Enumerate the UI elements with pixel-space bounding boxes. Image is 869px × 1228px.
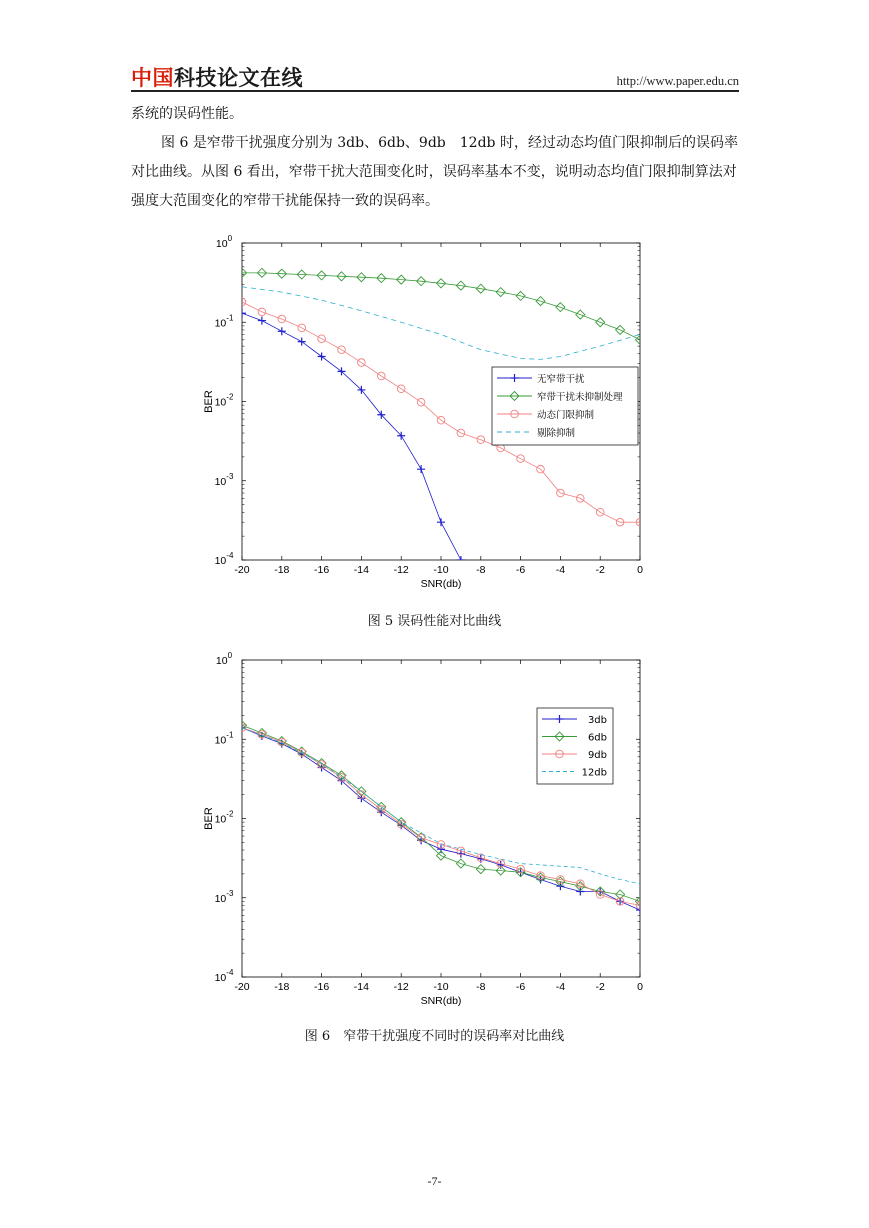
x-tick-label: -8: [476, 981, 486, 993]
paragraph-2: 图 6 是窄带干扰强度分别为 3db、6db、9db 12db 时，经过动态均值门限抑制后的误码率对比曲线。从图 6 看出，窄带干扰大范围变化时，误码率基本不变，说明动态均值门限抑制算法对强度大范围变化的窄带干扰能保持一致的误码率。: [131, 135, 738, 209]
y-tick-label: $10^{-4}$: [214, 968, 234, 984]
logo-red-text: 中国: [131, 66, 174, 90]
header-divider: [131, 90, 739, 92]
x-tick-label: -14: [353, 564, 369, 576]
x-tick-label: -6: [515, 564, 526, 576]
legend-label-1: 6db: [587, 732, 607, 744]
page-number: -7-: [427, 1174, 442, 1188]
plot-frame: [242, 660, 640, 977]
figure-6-chart: [185, 645, 665, 1023]
y-tick-label: $10^{-3}$: [214, 888, 234, 905]
paragraph-1: 系统的误码性能。: [131, 106, 243, 122]
x-tick-label: -20: [234, 564, 250, 576]
x-tick-label: -4: [555, 564, 566, 576]
x-tick-label: -12: [393, 981, 409, 993]
y-tick-label: $10^0$: [215, 651, 233, 667]
x-axis-label: SNR(db): [420, 578, 462, 590]
y-tick-label: $10^{-1}$: [214, 313, 234, 330]
y-tick-label: $10^{-4}$: [214, 551, 234, 567]
y-tick-label: $10^{-1}$: [214, 730, 234, 747]
x-tick-label: -14: [353, 981, 369, 993]
x-tick-label: -20: [234, 981, 250, 993]
y-axis-label: BER: [203, 807, 215, 830]
y-tick-label: $10^{-2}$: [214, 809, 234, 826]
y-axis-label: BER: [203, 390, 215, 413]
y-tick-label: $10^{-2}$: [214, 392, 234, 409]
x-tick-label: -18: [274, 564, 290, 576]
x-tick-label: 0: [637, 564, 643, 576]
figure-6-caption: 图 6 窄带干扰强度不同时的误码率对比曲线: [304, 1029, 565, 1044]
legend-label-0: 3db: [587, 715, 607, 726]
y-tick-label: $10^{-3}$: [214, 471, 234, 488]
legend-label-2: 动态门限抑制: [537, 410, 595, 421]
x-tick-label: 0: [637, 981, 643, 993]
x-tick-label: -8: [476, 564, 486, 576]
legend-label-3: 剔除抑制: [537, 428, 576, 439]
x-tick-label: -12: [393, 564, 409, 576]
x-tick-label: -16: [314, 981, 330, 993]
x-tick-label: -10: [433, 564, 449, 576]
logo-black-text: 科技论文在线: [174, 66, 303, 90]
legend-label-1: 窄带干扰未抑制处理: [537, 392, 623, 403]
x-tick-label: -10: [433, 981, 449, 993]
x-tick-label: -2: [595, 564, 605, 576]
figure-5-chart: [185, 228, 665, 606]
x-tick-label: -4: [555, 981, 566, 993]
header-url[interactable]: http://www.paper.edu.cn: [616, 74, 739, 88]
y-tick-label: $10^0$: [215, 234, 233, 250]
legend-label-2: 9db: [587, 750, 607, 761]
x-tick-label: -6: [515, 981, 526, 993]
site-logo[interactable]: [131, 62, 303, 92]
legend-label-0: 无窄带干扰: [537, 374, 585, 385]
x-tick-label: -2: [595, 981, 605, 993]
legend-label-3: 12db: [581, 767, 607, 779]
x-tick-label: -16: [314, 564, 330, 576]
figure-5-caption: 图 5 误码性能对比曲线: [367, 614, 502, 629]
x-axis-label: SNR(db): [420, 995, 462, 1007]
x-tick-label: -18: [274, 981, 290, 993]
